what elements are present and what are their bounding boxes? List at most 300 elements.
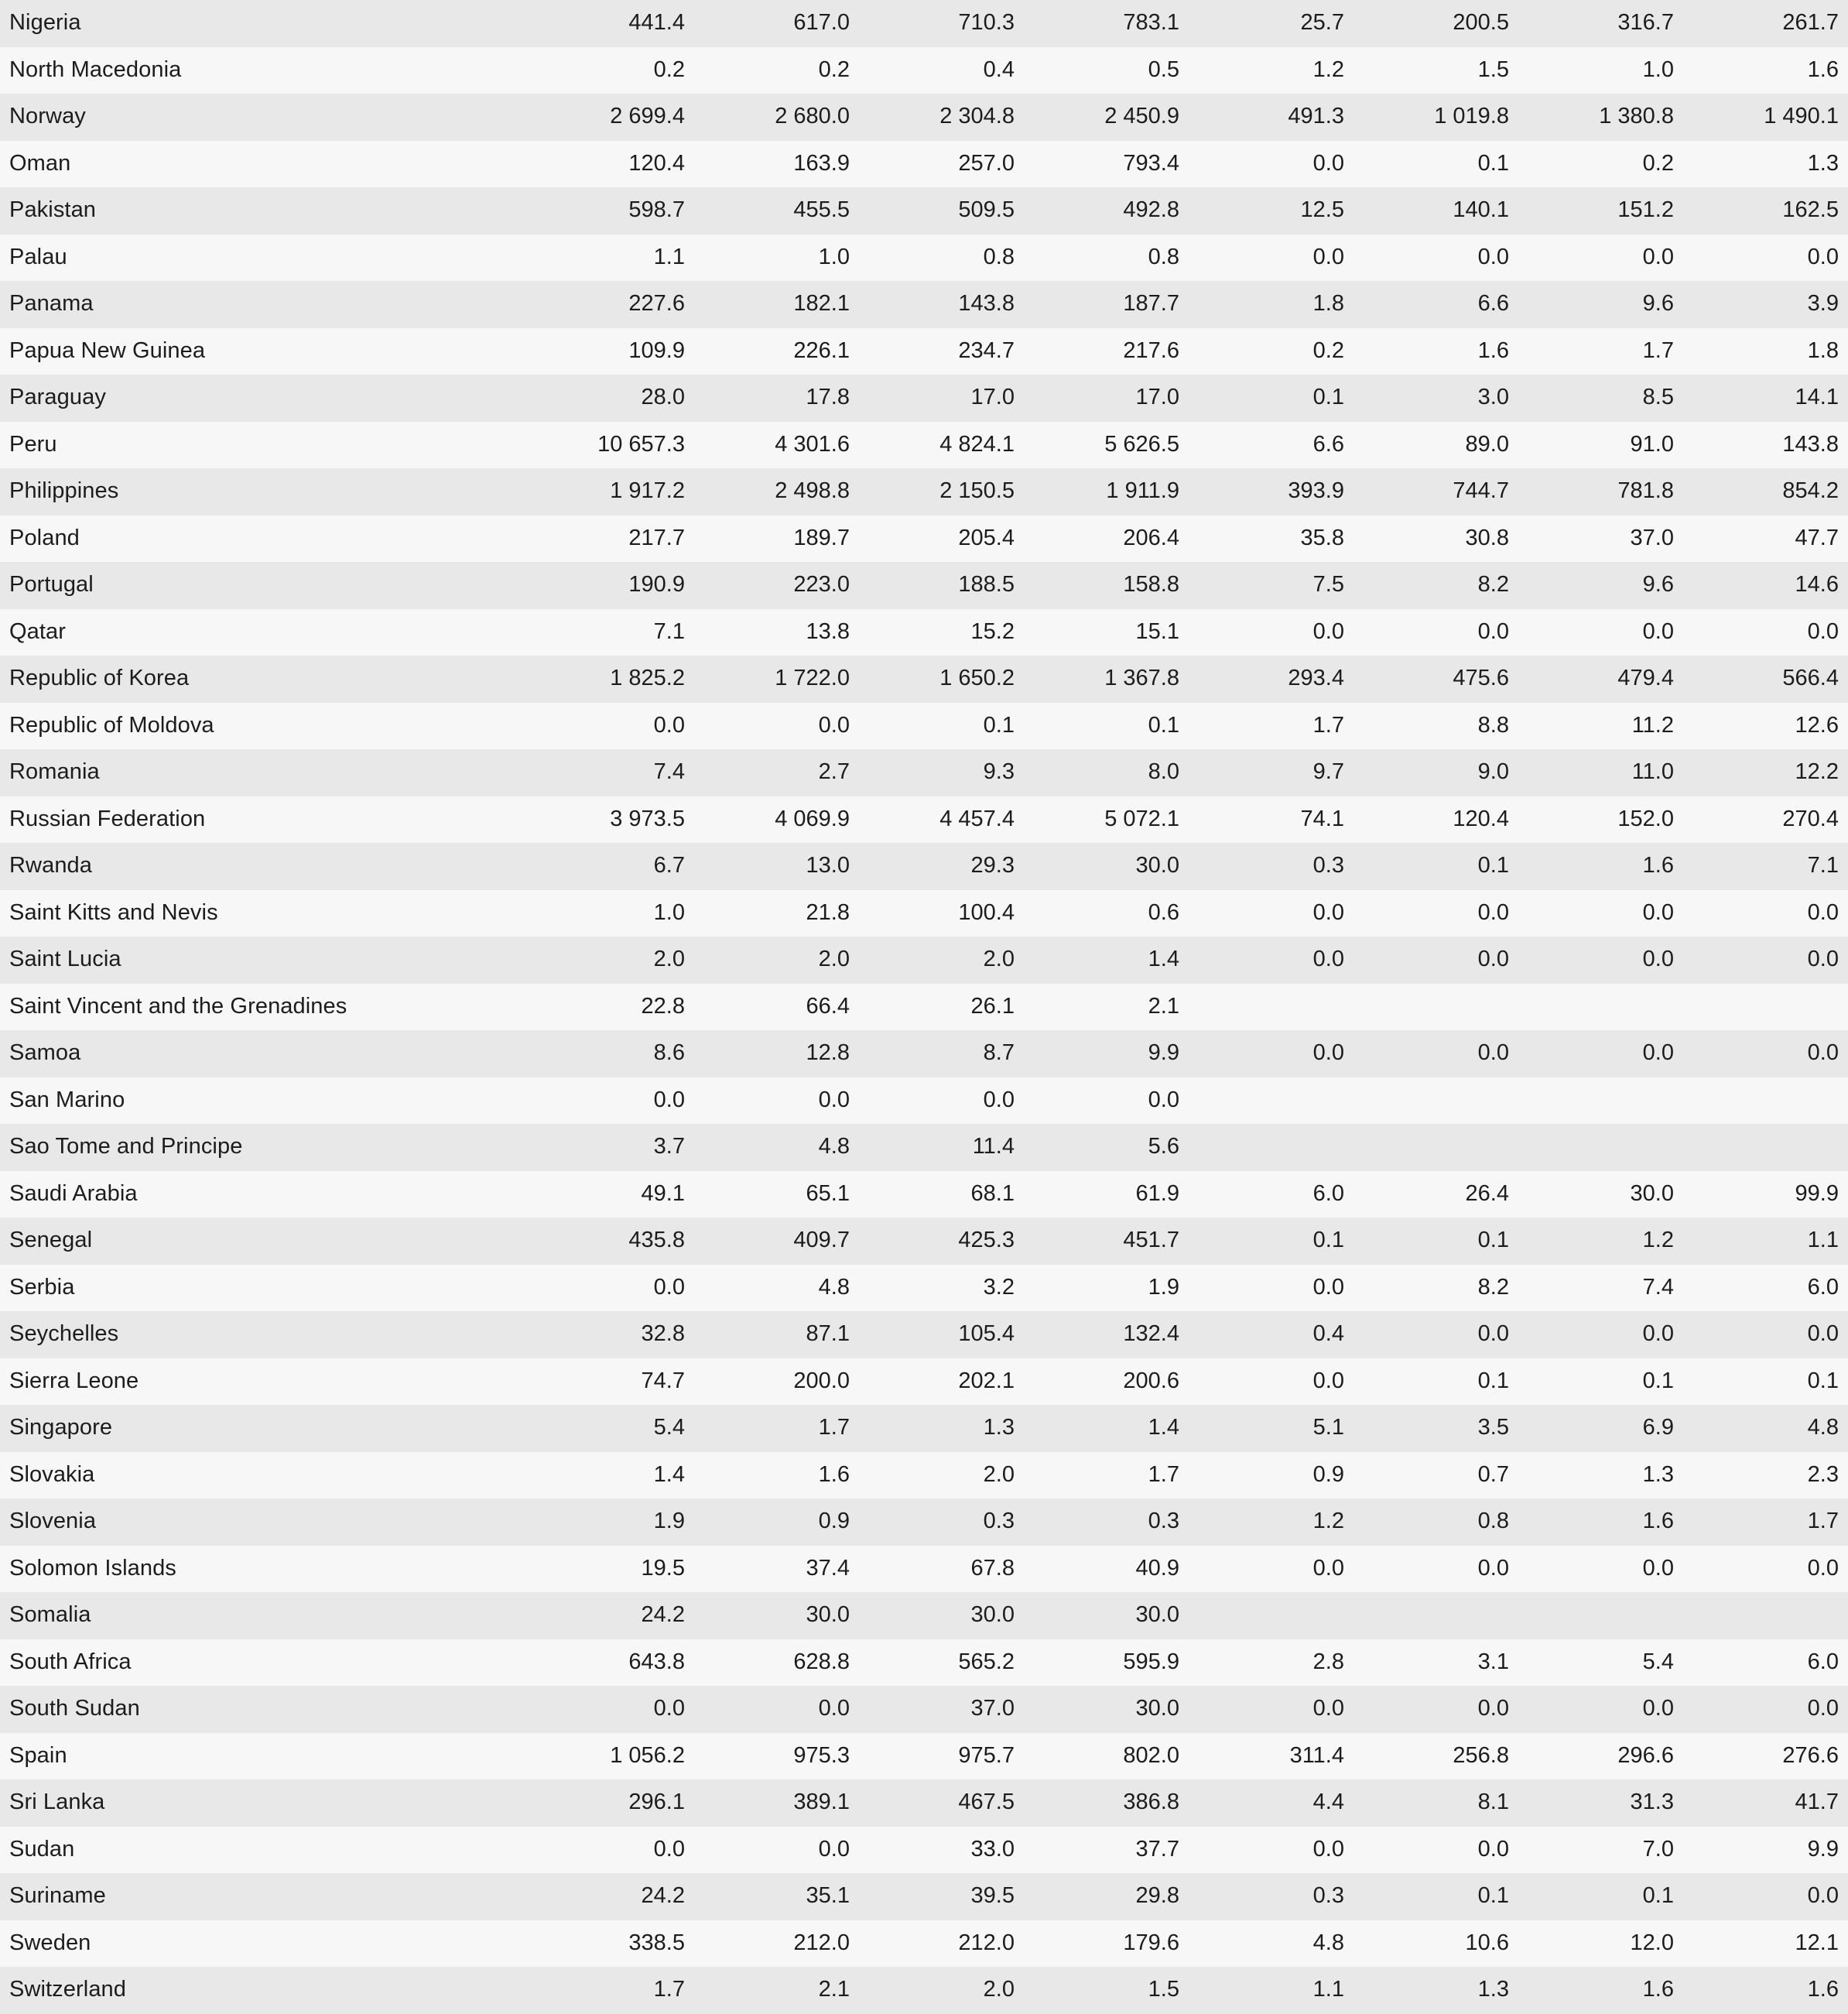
country-name-cell: Sri Lanka bbox=[9, 1790, 105, 1815]
country-name-cell: Saint Lucia bbox=[9, 947, 121, 972]
value-cell: 744.7 bbox=[1453, 478, 1509, 504]
table-row bbox=[0, 422, 1848, 469]
value-cell: 451.7 bbox=[1123, 1228, 1179, 1253]
value-cell: 91.0 bbox=[1630, 431, 1674, 457]
value-cell bbox=[1518, 1077, 1683, 1125]
country-name-cell: Sweden bbox=[9, 1930, 91, 1955]
table-row bbox=[0, 1124, 1848, 1171]
value-cell: 3.7 bbox=[653, 1134, 685, 1159]
value-cell: 0.0 bbox=[653, 712, 685, 738]
value-cell: 0.0 bbox=[1477, 244, 1509, 269]
value-cell: 441.4 bbox=[628, 10, 685, 36]
value-cell bbox=[1518, 1592, 1683, 1639]
value-cell: 0.0 bbox=[1312, 244, 1344, 269]
value-cell: 10 657.3 bbox=[597, 431, 685, 457]
value-cell: 1.3 bbox=[1477, 1977, 1509, 2002]
value-cell: 6.6 bbox=[1312, 431, 1344, 457]
country-name-cell: Sao Tome and Principe bbox=[9, 1134, 243, 1159]
value-cell: 4.8 bbox=[1807, 1415, 1839, 1440]
country-name-cell: Rwanda bbox=[9, 853, 92, 879]
value-cell: 0.0 bbox=[818, 1836, 850, 1862]
value-cell: 0.4 bbox=[1312, 1321, 1344, 1347]
country-name-cell: Spain bbox=[9, 1742, 67, 1768]
value-cell: 0.1 bbox=[1477, 853, 1509, 879]
value-cell bbox=[1683, 1592, 1848, 1639]
value-cell: 455.5 bbox=[793, 197, 850, 223]
value-cell: 0.3 bbox=[1312, 853, 1344, 879]
table-row bbox=[0, 375, 1848, 422]
value-cell: 24.2 bbox=[641, 1602, 685, 1628]
value-cell: 0.3 bbox=[983, 1509, 1015, 1534]
value-cell: 2 699.4 bbox=[610, 104, 685, 129]
value-cell: 212.0 bbox=[958, 1930, 1015, 1955]
value-cell: 975.3 bbox=[793, 1742, 850, 1768]
value-cell: 15.1 bbox=[1135, 618, 1179, 644]
value-cell: 200.0 bbox=[793, 1368, 850, 1393]
value-cell: 0.1 bbox=[1642, 1883, 1674, 1909]
value-cell: 14.1 bbox=[1795, 385, 1839, 410]
value-cell: 2.0 bbox=[818, 947, 850, 972]
value-cell: 17.0 bbox=[1135, 385, 1179, 410]
value-cell: 1.0 bbox=[653, 899, 685, 925]
table-row bbox=[0, 1311, 1848, 1358]
table-row bbox=[0, 1171, 1848, 1218]
value-cell: 4.8 bbox=[1312, 1930, 1344, 1955]
value-cell: 11.0 bbox=[1631, 759, 1674, 785]
country-name-cell: Seychelles bbox=[9, 1321, 119, 1347]
value-cell: 190.9 bbox=[628, 572, 685, 598]
country-name-cell: Romania bbox=[9, 759, 100, 785]
table-row bbox=[0, 1030, 1848, 1077]
value-cell: 0.0 bbox=[1807, 618, 1839, 644]
value-cell bbox=[1189, 1077, 1353, 1125]
value-cell: 187.7 bbox=[1123, 291, 1179, 317]
value-cell: 8.6 bbox=[653, 1040, 685, 1066]
value-cell: 0.1 bbox=[1312, 385, 1344, 410]
value-cell: 296.6 bbox=[1617, 1742, 1674, 1768]
table-row bbox=[0, 1218, 1848, 1265]
value-cell: 0.0 bbox=[1807, 1040, 1839, 1066]
value-cell: 0.0 bbox=[1477, 1555, 1509, 1581]
value-cell: 643.8 bbox=[628, 1649, 685, 1674]
value-cell: 47.7 bbox=[1795, 525, 1839, 550]
value-cell: 1.7 bbox=[1807, 1509, 1839, 1534]
value-cell: 1.2 bbox=[1642, 1228, 1674, 1253]
value-cell: 0.6 bbox=[1148, 899, 1179, 925]
table-row bbox=[0, 1499, 1848, 1546]
table-row bbox=[0, 1358, 1848, 1406]
value-cell: 0.0 bbox=[1642, 899, 1674, 925]
value-cell: 7.5 bbox=[1312, 572, 1344, 598]
value-cell: 39.5 bbox=[970, 1883, 1015, 1909]
value-cell: 710.3 bbox=[958, 10, 1015, 36]
value-cell: 0.0 bbox=[1477, 1040, 1509, 1066]
table-row bbox=[0, 1265, 1848, 1312]
value-cell: 0.0 bbox=[1312, 618, 1344, 644]
value-cell: 0.0 bbox=[1807, 1883, 1839, 1909]
value-cell: 12.0 bbox=[1630, 1930, 1674, 1955]
country-name-cell: Slovakia bbox=[9, 1461, 95, 1487]
value-cell: 35.8 bbox=[1300, 525, 1344, 550]
country-name-cell: Republic of Moldova bbox=[9, 712, 214, 738]
value-cell: 9.9 bbox=[1148, 1040, 1179, 1066]
value-cell: 2.7 bbox=[818, 759, 850, 785]
country-name-cell: Panama bbox=[9, 291, 94, 317]
value-cell: 9.0 bbox=[1477, 759, 1509, 785]
table-row bbox=[0, 1733, 1848, 1780]
value-cell: 854.2 bbox=[1782, 478, 1839, 504]
value-cell: 74.7 bbox=[641, 1368, 685, 1393]
value-cell: 338.5 bbox=[628, 1930, 685, 1955]
value-cell: 87.1 bbox=[806, 1321, 850, 1347]
value-cell: 1 380.8 bbox=[1599, 104, 1674, 129]
value-cell: 311.4 bbox=[1289, 1742, 1344, 1768]
value-cell: 0.0 bbox=[983, 1087, 1015, 1112]
value-cell: 1.7 bbox=[1642, 337, 1674, 363]
value-cell: 0.2 bbox=[1312, 337, 1344, 363]
value-cell: 182.1 bbox=[793, 291, 850, 317]
value-cell: 5.1 bbox=[1312, 1415, 1344, 1440]
value-cell: 158.8 bbox=[1123, 572, 1179, 598]
table-row bbox=[0, 187, 1848, 235]
value-cell: 30.0 bbox=[1135, 1602, 1179, 1628]
value-cell: 4 301.6 bbox=[775, 431, 850, 457]
country-name-cell: Norway bbox=[9, 104, 86, 129]
value-cell: 217.7 bbox=[628, 525, 685, 550]
value-cell: 0.3 bbox=[1148, 1509, 1179, 1534]
value-cell: 3.5 bbox=[1477, 1415, 1509, 1440]
table-row bbox=[0, 47, 1848, 94]
country-name-cell: Russian Federation bbox=[9, 806, 206, 831]
value-cell: 163.9 bbox=[793, 150, 850, 176]
value-cell: 179.6 bbox=[1123, 1930, 1179, 1955]
table-row bbox=[0, 0, 1848, 47]
value-cell: 0.3 bbox=[1312, 1883, 1344, 1909]
value-cell: 1 367.8 bbox=[1104, 666, 1179, 691]
value-cell: 7.1 bbox=[653, 618, 685, 644]
value-cell: 0.1 bbox=[1312, 1228, 1344, 1253]
value-cell bbox=[1189, 1592, 1353, 1639]
value-cell: 32.8 bbox=[641, 1321, 685, 1347]
value-cell: 35.1 bbox=[806, 1883, 850, 1909]
table-row bbox=[0, 1405, 1848, 1452]
country-name-cell: Palau bbox=[9, 244, 67, 269]
country-name-cell: Somalia bbox=[9, 1602, 91, 1628]
value-cell: 74.1 bbox=[1300, 806, 1344, 831]
value-cell: 1 019.8 bbox=[1434, 104, 1509, 129]
value-cell: 1 917.2 bbox=[610, 478, 685, 504]
value-cell: 1.3 bbox=[983, 1415, 1015, 1440]
value-cell: 1.1 bbox=[1807, 1228, 1839, 1253]
value-cell: 0.8 bbox=[1148, 244, 1179, 269]
value-cell: 389.1 bbox=[793, 1790, 850, 1815]
value-cell: 0.0 bbox=[653, 1836, 685, 1862]
value-cell: 1.2 bbox=[1312, 1509, 1344, 1534]
value-cell: 13.8 bbox=[806, 618, 850, 644]
value-cell: 37.7 bbox=[1135, 1836, 1179, 1862]
value-cell: 1.6 bbox=[818, 1461, 850, 1487]
value-cell: 21.8 bbox=[806, 899, 850, 925]
table-row bbox=[0, 1686, 1848, 1733]
value-cell: 11.2 bbox=[1631, 712, 1674, 738]
value-cell: 1.9 bbox=[653, 1509, 685, 1534]
country-name-cell: Singapore bbox=[9, 1415, 113, 1440]
value-cell: 0.4 bbox=[983, 57, 1015, 82]
value-cell: 0.0 bbox=[1312, 1696, 1344, 1721]
value-cell: 0.0 bbox=[1312, 1555, 1344, 1581]
value-cell: 89.0 bbox=[1465, 431, 1509, 457]
value-cell: 24.2 bbox=[641, 1883, 685, 1909]
value-cell: 0.0 bbox=[1477, 1321, 1509, 1347]
value-cell: 66.4 bbox=[806, 993, 850, 1019]
table-row bbox=[0, 609, 1848, 656]
value-cell bbox=[1683, 984, 1848, 1031]
country-name-cell: Samoa bbox=[9, 1040, 81, 1066]
value-cell: 67.8 bbox=[970, 1555, 1015, 1581]
value-cell: 17.0 bbox=[970, 385, 1015, 410]
table-row bbox=[0, 515, 1848, 563]
value-cell: 4.8 bbox=[818, 1274, 850, 1300]
value-cell: 2.0 bbox=[983, 1977, 1015, 2002]
value-cell: 120.4 bbox=[1453, 806, 1509, 831]
value-cell: 0.0 bbox=[653, 1087, 685, 1112]
table-row bbox=[0, 796, 1848, 844]
country-name-cell: South Sudan bbox=[9, 1696, 140, 1721]
table-row bbox=[0, 937, 1848, 984]
table-row bbox=[0, 749, 1848, 796]
value-cell: 1.3 bbox=[1807, 150, 1839, 176]
value-cell: 0.0 bbox=[1312, 1836, 1344, 1862]
value-cell: 0.0 bbox=[1642, 244, 1674, 269]
value-cell: 0.0 bbox=[1312, 1274, 1344, 1300]
table-row bbox=[0, 1077, 1848, 1125]
value-cell: 802.0 bbox=[1123, 1742, 1179, 1768]
value-cell: 2.8 bbox=[1312, 1649, 1344, 1674]
value-cell: 0.0 bbox=[1477, 947, 1509, 972]
value-cell: 1.6 bbox=[1807, 1977, 1839, 2002]
value-cell: 68.1 bbox=[970, 1180, 1015, 1206]
value-cell: 8.5 bbox=[1642, 385, 1674, 410]
value-cell: 0.5 bbox=[1148, 57, 1179, 82]
value-cell: 509.5 bbox=[958, 197, 1015, 223]
value-cell: 1.9 bbox=[1148, 1274, 1179, 1300]
value-cell: 0.0 bbox=[1642, 947, 1674, 972]
country-name-cell: Slovenia bbox=[9, 1509, 97, 1534]
value-cell: 0.1 bbox=[1642, 1368, 1674, 1393]
value-cell: 19.5 bbox=[641, 1555, 685, 1581]
value-cell: 975.7 bbox=[958, 1742, 1015, 1768]
value-cell: 628.8 bbox=[793, 1649, 850, 1674]
value-cell bbox=[1518, 1124, 1683, 1171]
value-cell: 5 626.5 bbox=[1104, 431, 1179, 457]
value-cell: 1 722.0 bbox=[775, 666, 850, 691]
table-row bbox=[0, 1920, 1848, 1968]
value-cell: 0.0 bbox=[1477, 1696, 1509, 1721]
value-cell: 132.4 bbox=[1123, 1321, 1179, 1347]
value-cell: 256.8 bbox=[1453, 1742, 1509, 1768]
value-cell: 2.1 bbox=[1148, 993, 1179, 1019]
value-cell: 0.0 bbox=[1312, 150, 1344, 176]
value-cell: 1.8 bbox=[1807, 337, 1839, 363]
table-row bbox=[0, 1452, 1848, 1499]
value-cell: 0.7 bbox=[1477, 1461, 1509, 1487]
value-cell: 15.2 bbox=[970, 618, 1015, 644]
value-cell bbox=[1353, 1592, 1518, 1639]
country-name-cell: Nigeria bbox=[9, 10, 81, 36]
value-cell: 0.0 bbox=[1642, 1321, 1674, 1347]
value-cell: 109.9 bbox=[628, 337, 685, 363]
value-cell: 257.0 bbox=[958, 150, 1015, 176]
value-cell: 227.6 bbox=[628, 291, 685, 317]
value-cell: 223.0 bbox=[793, 572, 850, 598]
value-cell: 9.3 bbox=[983, 759, 1015, 785]
value-cell: 3.9 bbox=[1807, 291, 1839, 317]
value-cell: 12.1 bbox=[1795, 1930, 1839, 1955]
value-cell: 8.7 bbox=[983, 1040, 1015, 1066]
value-cell: 40.9 bbox=[1135, 1555, 1179, 1581]
value-cell: 2 450.9 bbox=[1104, 104, 1179, 129]
value-cell: 617.0 bbox=[793, 10, 850, 36]
country-name-cell: Switzerland bbox=[9, 1977, 126, 2002]
country-name-cell: Serbia bbox=[9, 1274, 75, 1300]
value-cell: 3.2 bbox=[983, 1274, 1015, 1300]
value-cell: 316.7 bbox=[1617, 10, 1674, 36]
country-name-cell: Saint Kitts and Nevis bbox=[9, 899, 218, 925]
value-cell: 22.8 bbox=[641, 993, 685, 1019]
value-cell: 0.0 bbox=[1477, 618, 1509, 644]
value-cell: 0.1 bbox=[983, 712, 1015, 738]
table-row bbox=[0, 141, 1848, 188]
value-cell: 4.8 bbox=[818, 1134, 850, 1159]
value-cell: 143.8 bbox=[958, 291, 1015, 317]
value-cell: 409.7 bbox=[793, 1228, 850, 1253]
value-cell: 0.0 bbox=[1312, 899, 1344, 925]
value-cell: 0.0 bbox=[1807, 1321, 1839, 1347]
value-cell: 2.0 bbox=[983, 947, 1015, 972]
value-cell: 2.0 bbox=[653, 947, 685, 972]
value-cell: 200.6 bbox=[1123, 1368, 1179, 1393]
value-cell: 0.0 bbox=[1642, 618, 1674, 644]
value-cell: 37.0 bbox=[1630, 525, 1674, 550]
value-cell: 0.0 bbox=[1807, 1555, 1839, 1581]
value-cell: 0.9 bbox=[1312, 1461, 1344, 1487]
value-cell: 188.5 bbox=[958, 572, 1015, 598]
value-cell: 6.9 bbox=[1642, 1415, 1674, 1440]
table-row bbox=[0, 562, 1848, 609]
value-cell: 7.0 bbox=[1642, 1836, 1674, 1862]
value-cell: 1 825.2 bbox=[610, 666, 685, 691]
value-cell: 1.3 bbox=[1642, 1461, 1674, 1487]
value-cell: 425.3 bbox=[958, 1228, 1015, 1253]
table-row bbox=[0, 703, 1848, 750]
value-cell: 7.4 bbox=[653, 759, 685, 785]
value-cell: 12.2 bbox=[1795, 759, 1839, 785]
value-cell: 25.7 bbox=[1300, 10, 1344, 36]
country-name-cell: Qatar bbox=[9, 618, 67, 644]
table-row bbox=[0, 1639, 1848, 1687]
value-cell: 4.4 bbox=[1312, 1790, 1344, 1815]
value-cell: 8.2 bbox=[1477, 1274, 1509, 1300]
value-cell: 479.4 bbox=[1617, 666, 1674, 691]
table-row bbox=[0, 1779, 1848, 1827]
value-cell: 1.8 bbox=[1312, 291, 1344, 317]
value-cell: 29.3 bbox=[970, 853, 1015, 879]
value-cell: 276.6 bbox=[1782, 1742, 1839, 1768]
value-cell: 0.0 bbox=[1477, 1836, 1509, 1862]
value-cell: 4 824.1 bbox=[939, 431, 1015, 457]
value-cell: 162.5 bbox=[1782, 197, 1839, 223]
country-name-cell: Oman bbox=[9, 150, 71, 176]
value-cell: 5.4 bbox=[653, 1415, 685, 1440]
value-cell: 0.0 bbox=[818, 712, 850, 738]
value-cell: 0.2 bbox=[818, 57, 850, 82]
value-cell: 1.7 bbox=[818, 1415, 850, 1440]
value-cell: 7.1 bbox=[1807, 853, 1839, 879]
country-name-cell: South Africa bbox=[9, 1649, 132, 1674]
value-cell: 5.6 bbox=[1148, 1134, 1179, 1159]
value-cell: 9.9 bbox=[1807, 1836, 1839, 1862]
value-cell: 1.2 bbox=[1312, 57, 1344, 82]
value-cell: 1.6 bbox=[1642, 853, 1674, 879]
country-name-cell: Portugal bbox=[9, 572, 94, 598]
value-cell: 1.0 bbox=[1642, 57, 1674, 82]
value-cell: 140.1 bbox=[1453, 197, 1509, 223]
value-cell: 0.0 bbox=[1642, 1555, 1674, 1581]
value-cell: 3.1 bbox=[1477, 1649, 1509, 1674]
value-cell: 152.0 bbox=[1617, 806, 1674, 831]
value-cell: 100.4 bbox=[958, 899, 1015, 925]
value-cell: 30.0 bbox=[806, 1602, 850, 1628]
value-cell: 7.4 bbox=[1642, 1274, 1674, 1300]
value-cell: 386.8 bbox=[1123, 1790, 1179, 1815]
value-cell: 0.0 bbox=[1477, 899, 1509, 925]
country-name-cell: Poland bbox=[9, 525, 80, 550]
value-cell: 0.1 bbox=[1807, 1368, 1839, 1393]
value-cell: 0.0 bbox=[1312, 1368, 1344, 1393]
value-cell: 8.8 bbox=[1477, 712, 1509, 738]
value-cell: 0.0 bbox=[1807, 899, 1839, 925]
value-cell: 4 069.9 bbox=[775, 806, 850, 831]
value-cell: 1.6 bbox=[1642, 1977, 1674, 2002]
value-cell: 10.6 bbox=[1465, 1930, 1509, 1955]
value-cell bbox=[1353, 1124, 1518, 1171]
table-row bbox=[0, 1827, 1848, 1874]
value-cell: 30.0 bbox=[1135, 853, 1179, 879]
value-cell: 12.8 bbox=[806, 1040, 850, 1066]
table-row bbox=[0, 1873, 1848, 1920]
value-cell: 296.1 bbox=[628, 1790, 685, 1815]
value-cell: 0.1 bbox=[1477, 1228, 1509, 1253]
value-cell: 1.6 bbox=[1807, 57, 1839, 82]
value-cell: 189.7 bbox=[793, 525, 850, 550]
value-cell: 1.0 bbox=[818, 244, 850, 269]
value-cell: 8.2 bbox=[1477, 572, 1509, 598]
value-cell: 12.5 bbox=[1300, 197, 1344, 223]
table-row bbox=[0, 468, 1848, 515]
value-cell: 6.0 bbox=[1807, 1649, 1839, 1674]
value-cell: 475.6 bbox=[1453, 666, 1509, 691]
value-cell: 1 650.2 bbox=[939, 666, 1015, 691]
value-cell: 30.8 bbox=[1465, 525, 1509, 550]
value-cell: 41.7 bbox=[1795, 1790, 1839, 1815]
value-cell: 0.0 bbox=[1807, 947, 1839, 972]
value-cell: 2.0 bbox=[983, 1461, 1015, 1487]
value-cell: 28.0 bbox=[641, 385, 685, 410]
value-cell: 217.6 bbox=[1123, 337, 1179, 363]
value-cell: 13.0 bbox=[806, 853, 850, 879]
value-cell: 0.9 bbox=[818, 1509, 850, 1534]
value-cell: 99.9 bbox=[1795, 1180, 1839, 1206]
